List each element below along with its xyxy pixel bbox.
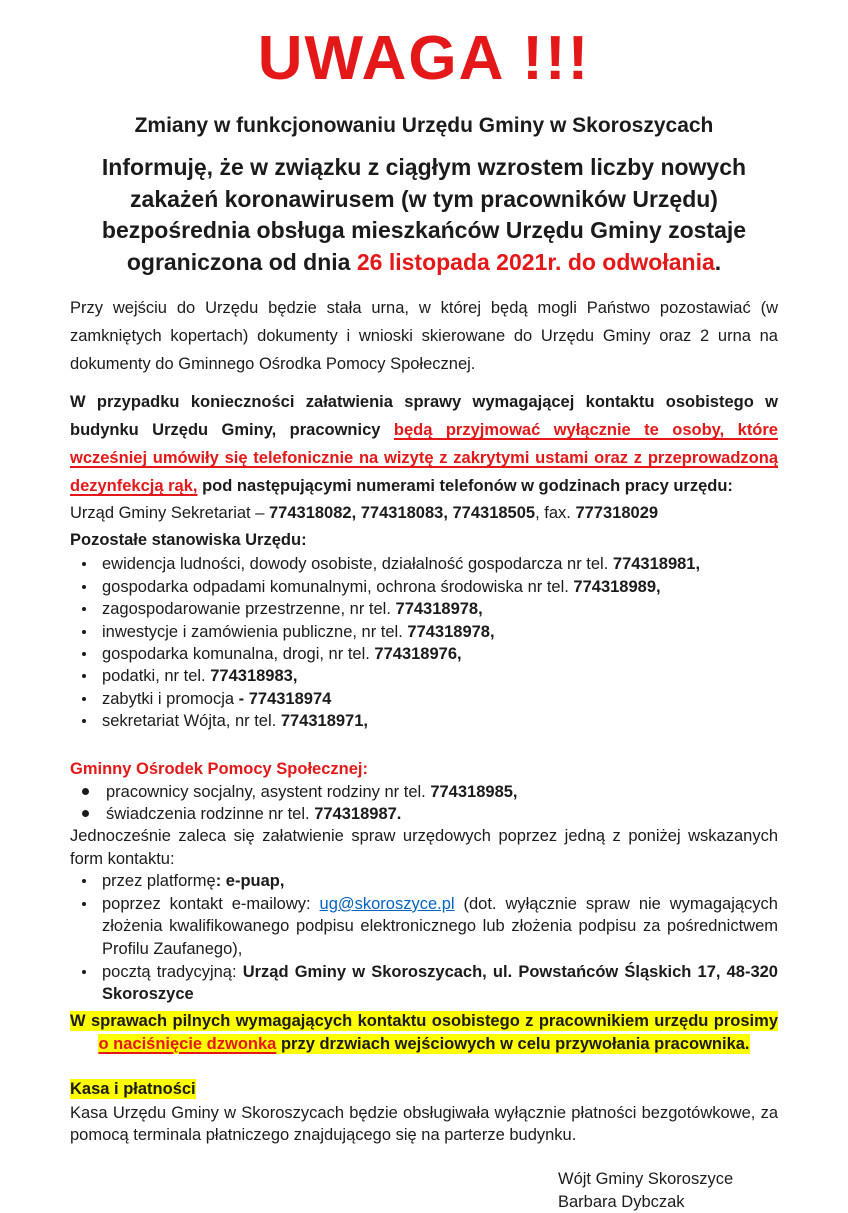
bullet-icon	[82, 879, 86, 883]
gops-list	[70, 781, 778, 826]
item-phone: 774318978,	[395, 600, 483, 619]
item-phone: 774318976,	[374, 644, 462, 663]
list-item	[70, 598, 778, 620]
urn-paragraph: Przy wejściu do Urzędu będzie stała urna, w której będą mogli Państwo pozostawiać (w zamkniętych kopertach) dokumenty i wnioski skierowane do Urzędu Gminy oraz 2 urna na dokumenty do Gminnego Ośrodka Pomocy Społecznej.	[70, 299, 778, 374]
channel-text: przez platformę	[102, 872, 216, 891]
item-phone: 774318978,	[407, 622, 495, 641]
item-phone: 774318987.	[314, 805, 402, 823]
bullet-icon	[82, 585, 86, 589]
urgent-text-1: W sprawach pilnych wymagających kontaktu osobistego z pracownikiem urzędu prosimy	[70, 1011, 778, 1030]
signature-block	[558, 1168, 778, 1213]
cash-paragraph: Kasa Urzędu Gminy w Skoroszycach będzie obsługiwała wyłącznie płatności bezgotówkowe, za pomocą terminala płatniczego znajdującego się na parterze budynku.	[70, 1103, 778, 1144]
visit-rules-red-underline: będą przyjmować wyłącznie te osoby, które wcześniej umówiły się telefonicznie na wizytę z zakrytymi ustami oraz z przeprowadzoną dezynfekcją rąk,	[70, 421, 778, 496]
channel-epuap	[70, 870, 778, 893]
secretariat-label: Urząd Gminy Sekretariat –	[70, 504, 269, 523]
bullet-icon	[82, 719, 86, 723]
cash-heading	[70, 1077, 778, 1101]
item-text: podatki, nr tel.	[102, 667, 211, 686]
item-text: ewidencja ludności, dowody osobiste, działalność gospodarcza nr tel.	[102, 555, 613, 574]
signature-title: Wójt Gminy Skoroszyce	[558, 1170, 734, 1189]
channel-text-after: (dot. wyłącznie spraw nie wymagających złożenia kwalifikowanego podpisu elektronicznego lub złożenia podpisu za pośrednictwem Profilu Zaufanego),	[102, 894, 778, 958]
item-phone: 774318971,	[280, 712, 368, 731]
list-item	[70, 803, 778, 825]
list-item	[70, 665, 778, 687]
intro-paragraph	[70, 152, 778, 278]
list-item	[70, 576, 778, 598]
item-text: gospodarka komunalna, drogi, nr tel.	[102, 644, 375, 663]
channel-post	[70, 961, 778, 1006]
item-text: pracownicy socjalny, asystent rodziny nr tel.	[106, 782, 431, 801]
departments-heading: Pozostałe stanowiska Urzędu:	[70, 531, 307, 550]
page-subtitle: Zmiany w funkcjonowaniu Urzędu Gminy w Skoroszycach	[134, 114, 714, 138]
item-text: inwestycje i zamówienia publiczne, nr tel.	[102, 622, 408, 641]
item-text: sekretariat Wójta, nr tel.	[102, 712, 281, 731]
list-item	[70, 621, 778, 643]
remote-contact-intro: Jednocześnie zaleca się załatwienie spraw urzędowych poprzez jedną z poniżej wskazanych form kontaktu:	[70, 827, 778, 868]
bullet-icon	[82, 652, 86, 656]
channel-email	[70, 893, 778, 961]
item-phone: 774318983,	[210, 667, 298, 686]
item-phone: 774318981,	[612, 555, 701, 574]
list-item	[70, 688, 778, 710]
cash-heading-highlight: Kasa i płatności	[70, 1079, 196, 1098]
channel-bold: Urząd Gminy w Skoroszycach, ul. Powstańców Śląskich 17, 48-320 Skoroszyce	[102, 962, 778, 1004]
list-item	[70, 553, 778, 575]
channel-bold: : e-puap,	[215, 872, 285, 891]
contact-channels-list	[70, 870, 778, 1006]
secretariat-line	[70, 500, 778, 527]
item-text: świadczenia rodzinne nr tel.	[106, 805, 315, 823]
page-title: UWAGA !!!	[257, 24, 591, 93]
secretariat-fax-number: 777318029	[575, 504, 659, 523]
bullet-icon	[82, 630, 86, 634]
urgent-highlight	[70, 1011, 778, 1054]
visit-rules-paragraph	[70, 388, 778, 500]
item-phone: 774318985,	[430, 782, 518, 801]
list-item	[70, 643, 778, 665]
item-phone: 774318989,	[573, 577, 661, 596]
bullet-icon	[82, 674, 86, 678]
channel-text: poprzez kontakt e-mailowy:	[102, 894, 320, 913]
bullet-icon	[82, 970, 86, 974]
bullet-icon	[82, 788, 89, 795]
bullet-icon	[82, 810, 89, 817]
intro-date-red: 26 listopada 2021r. do odwołania	[356, 248, 715, 275]
bullet-icon	[82, 607, 86, 611]
intro-period: .	[714, 248, 722, 275]
item-phone: - 774318974	[238, 689, 332, 708]
secretariat-fax-label: , fax.	[535, 504, 576, 523]
visit-rules-text-1: W przypadku konieczności załatwienia sprawy wymagającej kontaktu osobistego w budynku Urzędu Gminy, pracownicy	[70, 393, 778, 440]
signature-name: Barbara Dybczak	[558, 1192, 685, 1211]
urgent-notice	[70, 1010, 778, 1056]
secretariat-phones: 774318082, 774318083, 774318505	[268, 504, 536, 523]
channel-text: pocztą tradycyjną:	[102, 962, 243, 981]
list-item	[70, 710, 778, 732]
item-text: gospodarka odpadami komunalnymi, ochrona środowiska nr tel.	[102, 577, 574, 596]
urgent-red-underline: o naciśnięcie dzwonka	[98, 1034, 277, 1053]
intro-text: Informuję, że w związku z ciągłym wzrostem liczby nowych zakażeń koronawirusem (w tym pracowników Urzędu) bezpośrednia obsługa mieszkańców Urzędu Gminy zostaje ograniczona od dnia	[101, 154, 747, 275]
visit-rules-text-2: pod następującymi numerami telefonów w godzinach pracy urzędu:	[197, 477, 733, 496]
gops-heading: Gminny Ośrodek Pomocy Społecznej:	[70, 759, 368, 778]
item-text: zabytki i promocja	[102, 689, 239, 708]
item-text: zagospodarowanie przestrzenne, nr tel.	[102, 600, 396, 619]
departments-list	[70, 553, 778, 732]
bullet-icon	[82, 902, 86, 906]
email-link[interactable]: ug@skoroszyce.pl	[319, 894, 455, 913]
bullet-icon	[82, 697, 86, 701]
bullet-icon	[82, 562, 86, 566]
list-item	[70, 781, 778, 803]
urgent-text-2: przy drzwiach wejściowych w celu przywołania pracownika.	[276, 1034, 750, 1053]
